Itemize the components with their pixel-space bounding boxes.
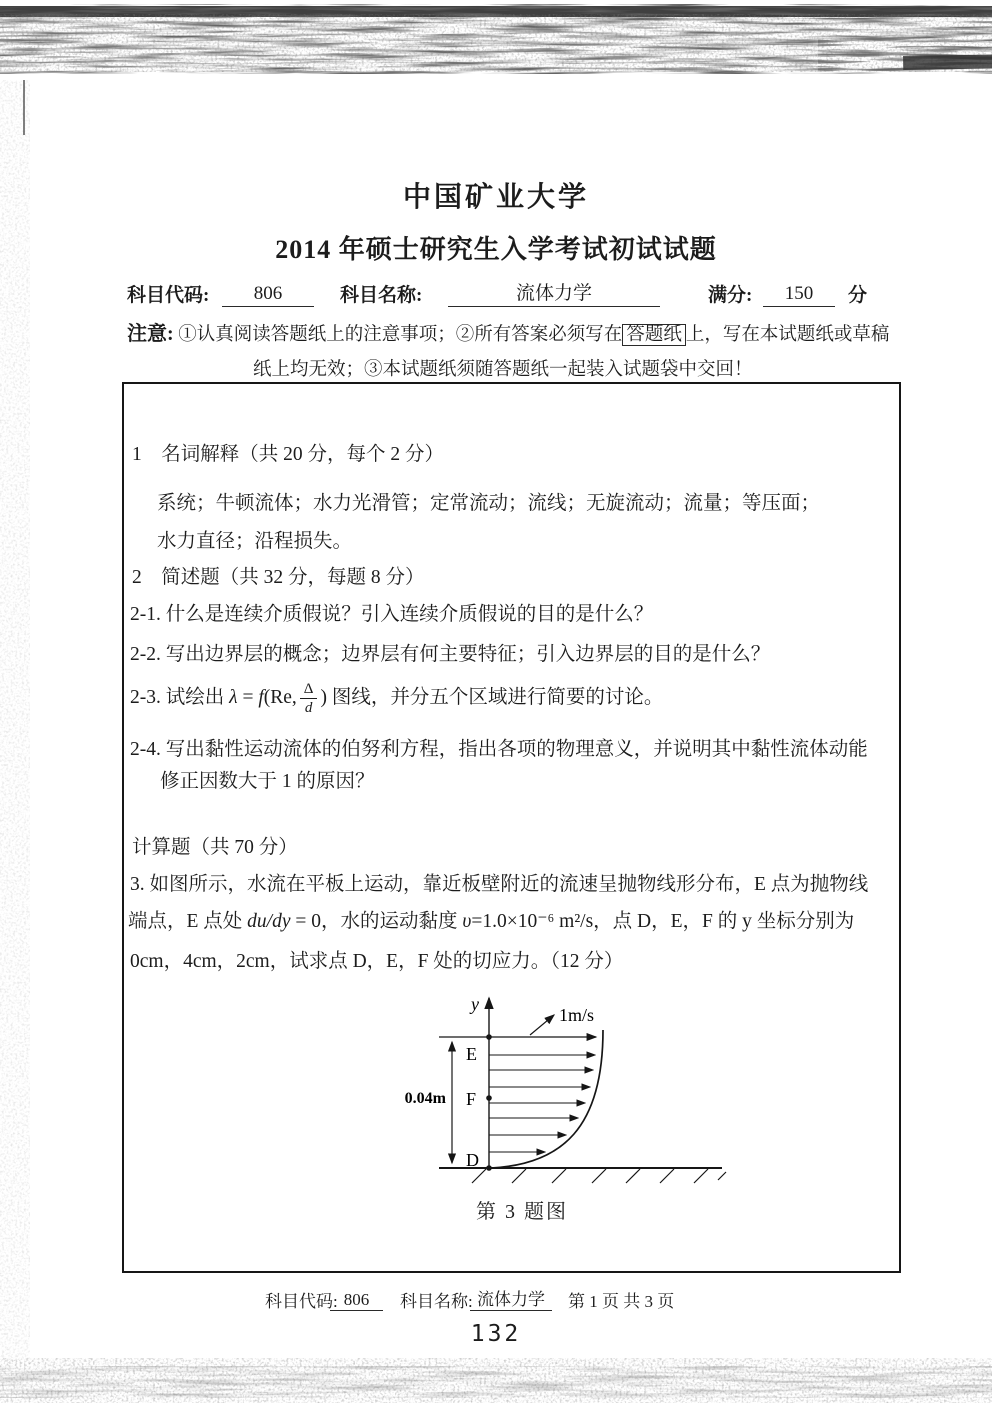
subject-code-value: 806 bbox=[222, 282, 314, 307]
q2-heading: 2 简述题（共 32 分，每题 8 分） bbox=[132, 567, 425, 588]
footer-subject-name-label: 科目名称: bbox=[400, 1292, 473, 1311]
q2-4-line-1: 2-4. 写出黏性运动流体的伯努利方程，指出各项的物理意义，并说明其中黏性流体动能 bbox=[130, 739, 868, 760]
footer-subject-code-value: 806 bbox=[330, 1289, 383, 1311]
page-number: 132 bbox=[470, 1321, 522, 1347]
point-e-label: E bbox=[466, 1044, 477, 1064]
fraction-delta-over-d: $\frac{\Delta}{d}$ bbox=[300, 680, 318, 717]
velocity-value-label: 1m/s bbox=[559, 1005, 595, 1025]
subject-name-label: 科目名称: bbox=[340, 285, 423, 306]
q2-4-line-2: 修正因数大于 1 的原因？ bbox=[160, 771, 375, 792]
full-score-label: 满分: bbox=[708, 285, 753, 306]
full-score-value: 150 bbox=[763, 282, 835, 307]
q3-line-3: 0cm，4cm，2cm，试求点 D，E，F 处的切应力。（12 分） bbox=[130, 951, 624, 972]
q1-heading: 1 名词解释（共 20 分，每个 2 分） bbox=[132, 444, 445, 465]
question-box bbox=[122, 382, 901, 1273]
q3-line-1: 3. 如图所示，水流在平板上运动，靠近板壁附近的流速呈抛物线形分布，E 点为抛物线 bbox=[130, 874, 869, 895]
nu-symbol: υ bbox=[462, 911, 472, 932]
q2-2-text: 2-2. 写出边界层的概念；边界层有何主要特征；引入边界层的目的是什么？ bbox=[130, 644, 771, 665]
point-f-dot bbox=[486, 1095, 492, 1101]
scan-noise-top bbox=[0, 0, 992, 80]
y-axis-label: y bbox=[471, 994, 479, 1014]
q3-figure bbox=[382, 988, 742, 1195]
dimension-label: 0.04m bbox=[404, 1090, 446, 1107]
notice-line-1: 注意: ①认真阅读答题纸上的注意事项；②所有答案必须写在 答题纸 上，写在本试题纸或草稿 bbox=[127, 323, 890, 345]
q1-terms-line-1: 系统；牛顿流体；水力光滑管；定常流动；流线；无旋流动；流量；等压面； bbox=[157, 493, 821, 514]
footer-subject-code-label: 科目代码: bbox=[265, 1292, 338, 1311]
q1-terms-line-2: 水力直径；沿程损失。 bbox=[157, 531, 353, 552]
figure-caption: 第 3 题图 bbox=[476, 1201, 568, 1223]
point-e-dot bbox=[486, 1034, 492, 1040]
notice-boxed-term: 答题纸 bbox=[622, 324, 686, 346]
q3-line-2: 端点，E 点处 du/dy = 0，水的运动黏度 υ=1.0×10⁻⁶ m²/s，点 D，E，F 的 y 坐标分别为 bbox=[128, 911, 855, 932]
university-title: 中国矿业大学 bbox=[402, 182, 589, 213]
du-dy-formula: du/dy bbox=[247, 911, 291, 932]
point-d-label: D bbox=[466, 1150, 479, 1170]
notice-label: 注意: bbox=[127, 323, 174, 345]
subject-code-label: 科目代码: bbox=[127, 285, 210, 306]
footer-page-info: 第 1 页 共 3 页 bbox=[568, 1292, 675, 1311]
velocity-profile-curve bbox=[492, 1030, 603, 1168]
footer-subject-name-value: 流体力学 bbox=[470, 1289, 552, 1311]
subject-name-value: 流体力学 bbox=[448, 282, 660, 307]
q2-3-text: 2-3. 试绘出 λ = f(Re, $\frac{\Delta}{d}$ ) 图线，并分五个区域进行简要的讨论。 bbox=[130, 681, 664, 716]
velocity-leader-arrow bbox=[530, 1015, 554, 1035]
scan-noise-bottom bbox=[0, 1358, 992, 1403]
calc-heading: 计算题（共 70 分） bbox=[132, 837, 298, 858]
q2-1-text: 2-1. 什么是连续介质假说？引入连续介质假说的目的是什么？ bbox=[130, 604, 654, 625]
scan-noise-left bbox=[0, 80, 30, 1360]
point-f-label: F bbox=[466, 1089, 477, 1109]
ground-hatching bbox=[472, 1169, 726, 1183]
notice-line-2: 纸上均无效；③本试题纸须随答题纸一起装入试题袋中交回！ bbox=[253, 360, 753, 380]
full-score-unit: 分 bbox=[848, 285, 868, 306]
exam-title: 2014 年硕士研究生入学考试初试试题 bbox=[275, 235, 717, 264]
